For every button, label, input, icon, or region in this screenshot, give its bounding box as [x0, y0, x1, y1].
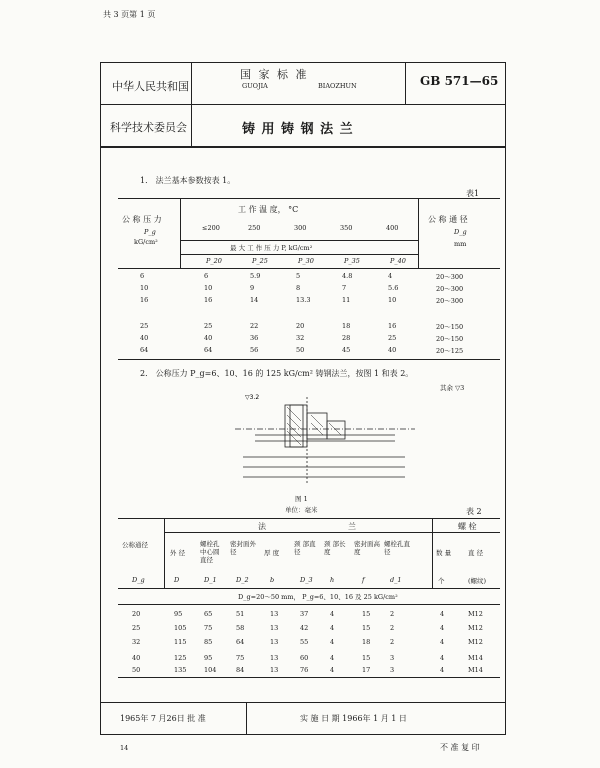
t2-sym-d3: D_3: [300, 576, 313, 584]
t2-col-d3: 颈 部直 径: [294, 540, 316, 556]
t2-cell: 60: [300, 654, 309, 662]
t2-cell: 18: [362, 638, 371, 646]
corner-number: 14: [120, 744, 129, 752]
t2-cell: M14: [468, 654, 483, 662]
t1-cell: 40: [388, 346, 397, 354]
t2-cell: 105: [174, 624, 187, 632]
t2-cell: 135: [174, 666, 187, 674]
t2-cell: 13: [270, 638, 279, 646]
t2-cell: 3: [390, 654, 395, 662]
t1-sub-5: P_40: [390, 257, 406, 265]
t2-cell: 75: [236, 654, 245, 662]
t2-cell: M12: [468, 624, 483, 632]
t1-col-dn-symbol: D_g: [454, 228, 467, 236]
t1-cell: 40: [140, 334, 149, 342]
t2-condition: D_g=20～50 mm， P_g=6、10、16 及 25 kG/cm²: [238, 593, 398, 601]
t2-col-d: 外 径: [170, 549, 186, 557]
t1-temp-header: 工 作 温 度， °C: [238, 205, 299, 214]
table-1: [118, 198, 500, 360]
t1-col-dn-unit: mm: [454, 240, 467, 248]
t2-cell: 4: [330, 624, 335, 632]
t1-cell: 18: [342, 322, 351, 330]
t2-cell: 64: [236, 638, 245, 646]
t2-cell: 125: [174, 654, 187, 662]
t2-cell: 13: [270, 666, 279, 674]
t2-cell: 95: [204, 654, 213, 662]
t1-sub-3: P_30: [298, 257, 314, 265]
figure-unit: 单位：毫米: [285, 506, 318, 514]
t1-col-pressure: 公 称 压 力: [122, 215, 162, 224]
t1-temp-1: ≤200: [202, 224, 220, 232]
issuer-country: 中华人民共和国: [112, 80, 189, 93]
figure-caption: 图 1: [295, 495, 308, 503]
t2-cell: 4: [440, 638, 445, 646]
table-2-label: 表 2: [466, 507, 482, 516]
page-count-note: 共 3 页第 1 页: [103, 10, 156, 19]
t2-cell: 85: [204, 638, 213, 646]
t1-col-dn: 公 称 通 径: [428, 215, 468, 224]
t2-cell: 51: [236, 610, 245, 618]
t2-cell: M12: [468, 638, 483, 646]
t2-cell: 25: [132, 624, 141, 632]
t1-cell: 20: [296, 322, 305, 330]
t2-cell: M12: [468, 610, 483, 618]
t1-cell: 22: [250, 322, 259, 330]
t2-cell: 4: [330, 638, 335, 646]
t2-cell: 2: [390, 638, 395, 646]
t1-cell: 25: [204, 322, 213, 330]
t2-header-lan: 兰: [348, 522, 356, 531]
t2-sym-count: 个: [438, 577, 445, 585]
t1-temp-4: 350: [340, 224, 353, 232]
flange-drawing: [215, 385, 425, 495]
t2-cell: 104: [204, 666, 217, 674]
effective-date: 实 施 日 期 1966年 1 月 1 日: [300, 714, 407, 723]
t1-cell: 4.8: [342, 272, 353, 280]
t1-sub-1: P_20: [206, 257, 222, 265]
t1-col-pressure-symbol: P_g: [144, 228, 156, 236]
t2-cell: 42: [300, 624, 309, 632]
t1-cell: 36: [250, 334, 259, 342]
t1-cell: 64: [140, 346, 149, 354]
t1-cell: 5.6: [388, 284, 399, 292]
t1-cell: 45: [342, 346, 351, 354]
t1-cell: 25: [140, 322, 149, 330]
t1-cell: 5: [296, 272, 301, 280]
t2-cell: 4: [330, 654, 335, 662]
t2-cell: 13: [270, 654, 279, 662]
approval-date: 1965年 7 月26日 批 准: [120, 714, 206, 723]
t2-cell: 65: [204, 610, 213, 618]
t2-cell: 13: [270, 610, 279, 618]
t2-cell: 55: [300, 638, 309, 646]
t2-col-b: 厚 度: [264, 549, 280, 557]
t2-col-d1: 螺栓孔中心圆直径: [200, 540, 220, 564]
t1-cell: 6: [204, 272, 209, 280]
t2-cell: 4: [330, 610, 335, 618]
standard-type-pinyin-2: BIAOZHUN: [318, 82, 357, 90]
t1-cell: 20～125: [436, 347, 464, 355]
t2-cell: 84: [236, 666, 245, 674]
t2-sym-d1: D_1: [204, 576, 217, 584]
t1-sub-4: P_35: [344, 257, 360, 265]
t2-cell: 20: [132, 610, 141, 618]
t1-temp-2: 250: [248, 224, 261, 232]
standard-number: GB 571—65: [420, 74, 499, 88]
t2-cell: 115: [174, 638, 187, 646]
t2-header-bolt: 螺 栓: [458, 522, 477, 531]
t2-cell: 3: [390, 666, 395, 674]
t1-max-pressure-header: 最 大 工 作 压 力 P, kG/cm²: [230, 244, 313, 252]
t2-col-dn: 公称通径: [122, 541, 148, 549]
t2-col-dn-symbol: D_g: [132, 576, 145, 584]
t2-sym-b: b: [270, 576, 275, 584]
t2-sym-h: h: [330, 576, 335, 584]
t2-cell: 4: [440, 624, 445, 632]
table-1-label: 表1: [466, 189, 480, 198]
t2-cell: 58: [236, 624, 245, 632]
t1-cell: 16: [140, 296, 149, 304]
t1-cell: 10: [388, 296, 397, 304]
t2-col-f: 密封面高 度: [354, 540, 380, 556]
t2-col-count: 数 量: [436, 549, 452, 557]
t2-col-d1-hole: 螺栓孔直 径: [384, 540, 410, 556]
t1-cell: 8: [296, 284, 301, 292]
issuer-committee: 科学技术委员会: [110, 121, 187, 134]
clause-2: 2． 公称压力 P_g=6、10、16 的 125 kG/cm² 铸钢法兰，按图 1 和表 2。: [140, 369, 414, 378]
t1-cell: 5.9: [250, 272, 261, 280]
t1-cell: 50: [296, 346, 305, 354]
t2-cell: 15: [362, 654, 371, 662]
table-2: [118, 518, 500, 678]
t2-cell: 2: [390, 610, 395, 618]
t1-cell: 16: [204, 296, 213, 304]
t1-cell: 28: [342, 334, 351, 342]
t2-sym-f: f: [362, 576, 365, 584]
clause-1: 1． 法兰基本参数按表 1。: [140, 176, 236, 185]
t1-cell: 11: [342, 296, 351, 304]
t1-cell: 56: [250, 346, 259, 354]
t1-cell: 9: [250, 284, 255, 292]
figure-surface-note: 其余 ▽3: [440, 384, 465, 392]
no-copy-stamp: 不 准 复 印: [440, 743, 480, 752]
t2-sym-d1-hole: d_1: [390, 576, 402, 584]
t1-sub-2: P_25: [252, 257, 268, 265]
t1-cell: 16: [388, 322, 397, 330]
t2-cell: 32: [132, 638, 141, 646]
fig-finish-note: ▽3.2: [245, 394, 260, 401]
t2-cell: 2: [390, 624, 395, 632]
t1-cell: 10: [204, 284, 213, 292]
t1-cell: 14: [250, 296, 259, 304]
t1-col-pressure-unit: kG/cm²: [134, 238, 158, 246]
t2-cell: M14: [468, 666, 483, 674]
standard-type: 国 家 标 准: [240, 68, 309, 81]
t2-sym-d2: D_2: [236, 576, 249, 584]
t2-cell: 15: [362, 610, 371, 618]
t1-cell: 20～300: [436, 285, 464, 293]
t1-cell: 6: [140, 272, 145, 280]
t2-header-flange: 法: [258, 522, 266, 531]
t2-cell: 17: [362, 666, 371, 674]
t2-cell: 76: [300, 666, 309, 674]
t1-cell: 10: [140, 284, 149, 292]
t2-cell: 75: [204, 624, 213, 632]
t1-cell: 13.3: [296, 296, 311, 304]
document-title: 铸 用 铸 钢 法 兰: [242, 122, 354, 137]
t2-cell: 95: [174, 610, 183, 618]
t2-col-bolt-dia: 直 径: [468, 549, 484, 557]
t2-col-h: 颈 部长 度: [324, 540, 346, 556]
t2-cell: 50: [132, 666, 141, 674]
t1-cell: 32: [296, 334, 305, 342]
t2-cell: 15: [362, 624, 371, 632]
t2-cell: 4: [440, 610, 445, 618]
t1-temp-5: 400: [386, 224, 399, 232]
t2-cell: 37: [300, 610, 309, 618]
t2-cell: 13: [270, 624, 279, 632]
t1-cell: 4: [388, 272, 393, 280]
t1-cell: 20～300: [436, 297, 464, 305]
t2-sym-d: D: [174, 576, 180, 584]
t1-cell: 20～150: [436, 323, 464, 331]
t1-temp-3: 300: [294, 224, 307, 232]
t1-cell: 40: [204, 334, 213, 342]
t2-col-d2: 密封面外 径: [230, 540, 256, 556]
t2-cell: 4: [330, 666, 335, 674]
standard-type-pinyin-1: GUOJIA: [242, 82, 268, 90]
t2-cell: 4: [440, 666, 445, 674]
t2-sym-thread: (螺纹): [468, 577, 487, 585]
t1-cell: 7: [342, 284, 347, 292]
t2-cell: 40: [132, 654, 141, 662]
t2-cell: 4: [440, 654, 445, 662]
t1-cell: 25: [388, 334, 397, 342]
t1-cell: 20～150: [436, 335, 464, 343]
t1-cell: 20～300: [436, 273, 464, 281]
t1-cell: 64: [204, 346, 213, 354]
